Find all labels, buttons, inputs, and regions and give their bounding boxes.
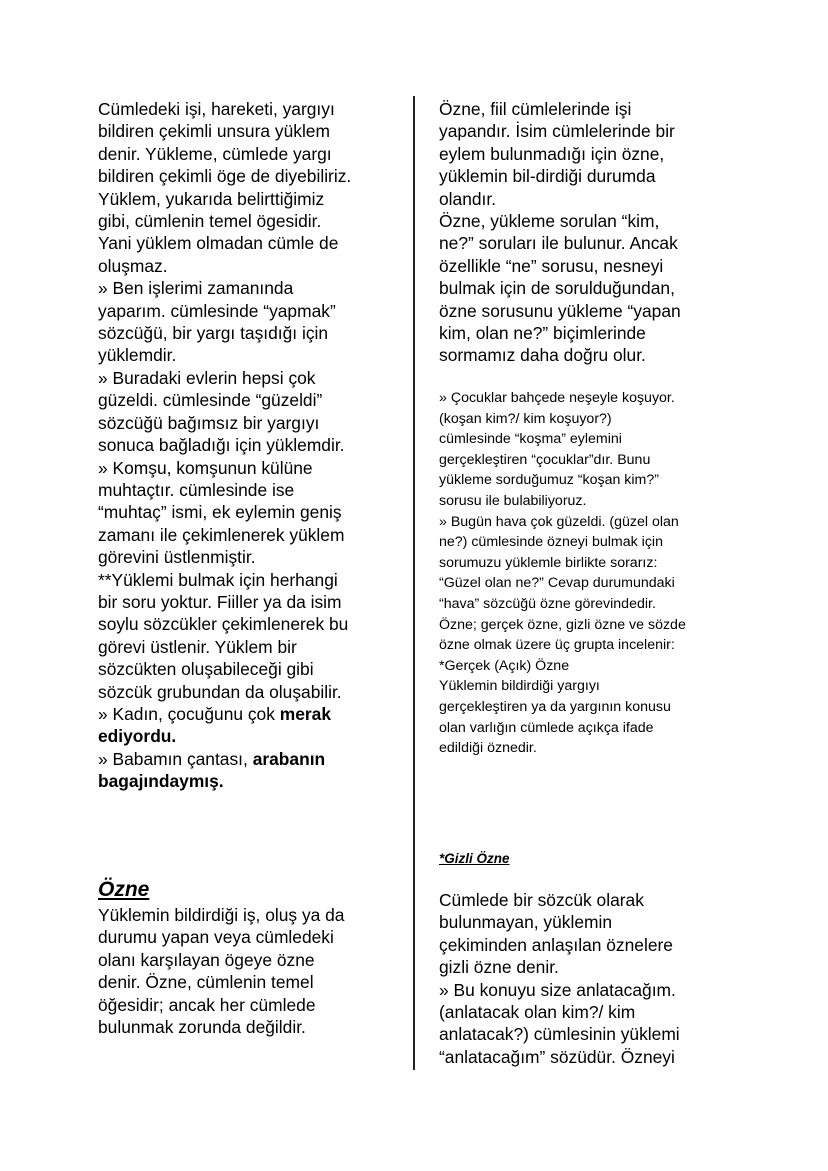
example-muhtac: » Komşu, komşunun külüne muhtaçtır. cümlesinde ise “muhtaç” ismi, ek eylemin geniş zamanı ile çekimlenerek yüklem görevini üstlenmiştir. [98, 457, 345, 568]
ozne-examples: » Çocuklar bahçede neşeyle koşuyor. (koşan kim?/ kim koşuyor?) cümlesinde “koşma” eylemini gerçekleştiren “çocuklar”dır. Bunu yükleme sorduğumuz “koşan kim?” sorusu ile bulabiliyoruz. » Bugün hava çok güzeldi. (güzel olan ne?) cümlesinde özneyi bulmak için sorumuzu yüklemle birlikte sorarız: “Güzel olan ne?” Cevap durumundaki “hava” sözcüğü özne görevindedir. Özne; gerçek özne, gizli özne ve sözde özne olmak üzere üç grupta incelenir: *Gerçek (Açık) Özne Yüklemin bildirdiği yargıyı gerçekleştiren ya da yargının konusu olan varlığın cümlede açıkça ifade edildiği öznedir. [439, 390, 686, 757]
left-column [98, 98, 398, 793]
column-divider [413, 96, 415, 1070]
example-bagaj [98, 748, 398, 793]
ozne-heading: Özne [98, 878, 150, 901]
example-bagaj-text: » Babamın çantası, [98, 748, 253, 769]
right-column [439, 98, 739, 367]
gizli-ozne-heading: *Gizli Özne [439, 851, 510, 866]
ozne-section [98, 904, 398, 1038]
right-column-examples [439, 388, 739, 759]
yuklem-definition: Cümledeki işi, hareketi, yargıyı bildiren çekimli unsura yüklem denir. Yükleme, cümlede yargı bildiren çekimli öge de diyebiliriz. Yüklem, yukarıda belirttiğimiz gibi, cümlenin temel ögesidir. Yani yüklem olmadan cümle de oluşmaz. [98, 99, 352, 276]
ozne-explanation: Özne, fiil cümlelerinde işi yapandır. İsim cümlelerinde bir eylem bulunmadığı için özne, yüklemin bil-dirdiği durumda olandır. Özne, yükleme sorulan “kim, ne?” soruları ile bulunur. Ancak özellikle “ne” sorusu, nesneyi bulmak için de sorulduğundan, özne sorusunu yükleme “yapan kim, olan ne?” biçimlerinde sormamız daha doğru olur. [439, 99, 681, 366]
example-yapmak: » Ben işlerimi zamanında yaparım. cümlesinde “yapmak” sözcüğü, bir yargı taşıdığı için yüklemdir. [98, 278, 336, 366]
example-guzeldi: » Buradaki evlerin hepsi çok güzeldi. cümlesinde “güzeldi” sözcüğü bağımsız bir yargıyı sonuca bağladığı için yüklemdir. [98, 367, 345, 456]
example-bagaj-bold: arabanın bagajındaymış. [98, 748, 326, 792]
yuklem-note: **Yüklemi bulmak için herhangi bir soru yoktur. Fiiller ya da isim soylu sözcükler çekimlenerek bu görevi üstlenir. Yüklem bir sözcükten oluşabileceği gibi sözcük grubundan da oluşabilir. [98, 569, 349, 702]
ozne-definition: Yüklemin bildirdiği iş, oluş ya da durumu yapan veya cümledeki olanı karşılayan ögeye özne denir. Özne, cümlenin temel öğesidir; ancak her cümlede bulunmak zorunda değildir. [98, 905, 345, 1038]
example-merak [98, 703, 398, 748]
gizli-ozne-text: Cümlede bir sözcük olarak bulunmayan, yüklemin çekiminden anlaşılan öznelere gizli özne denir. » Bu konuyu size anlatacağım. (anlatacak olan kim?/ kim anlatacak?) cümlesinin yüklemi “anlatacağım” sözüdür. Özneyi [439, 890, 680, 1067]
example-merak-bold: merak ediyordu. [98, 703, 332, 747]
example-merak-text: » Kadın, çocuğunu çok [98, 703, 280, 724]
gizli-ozne-section [439, 889, 739, 1068]
